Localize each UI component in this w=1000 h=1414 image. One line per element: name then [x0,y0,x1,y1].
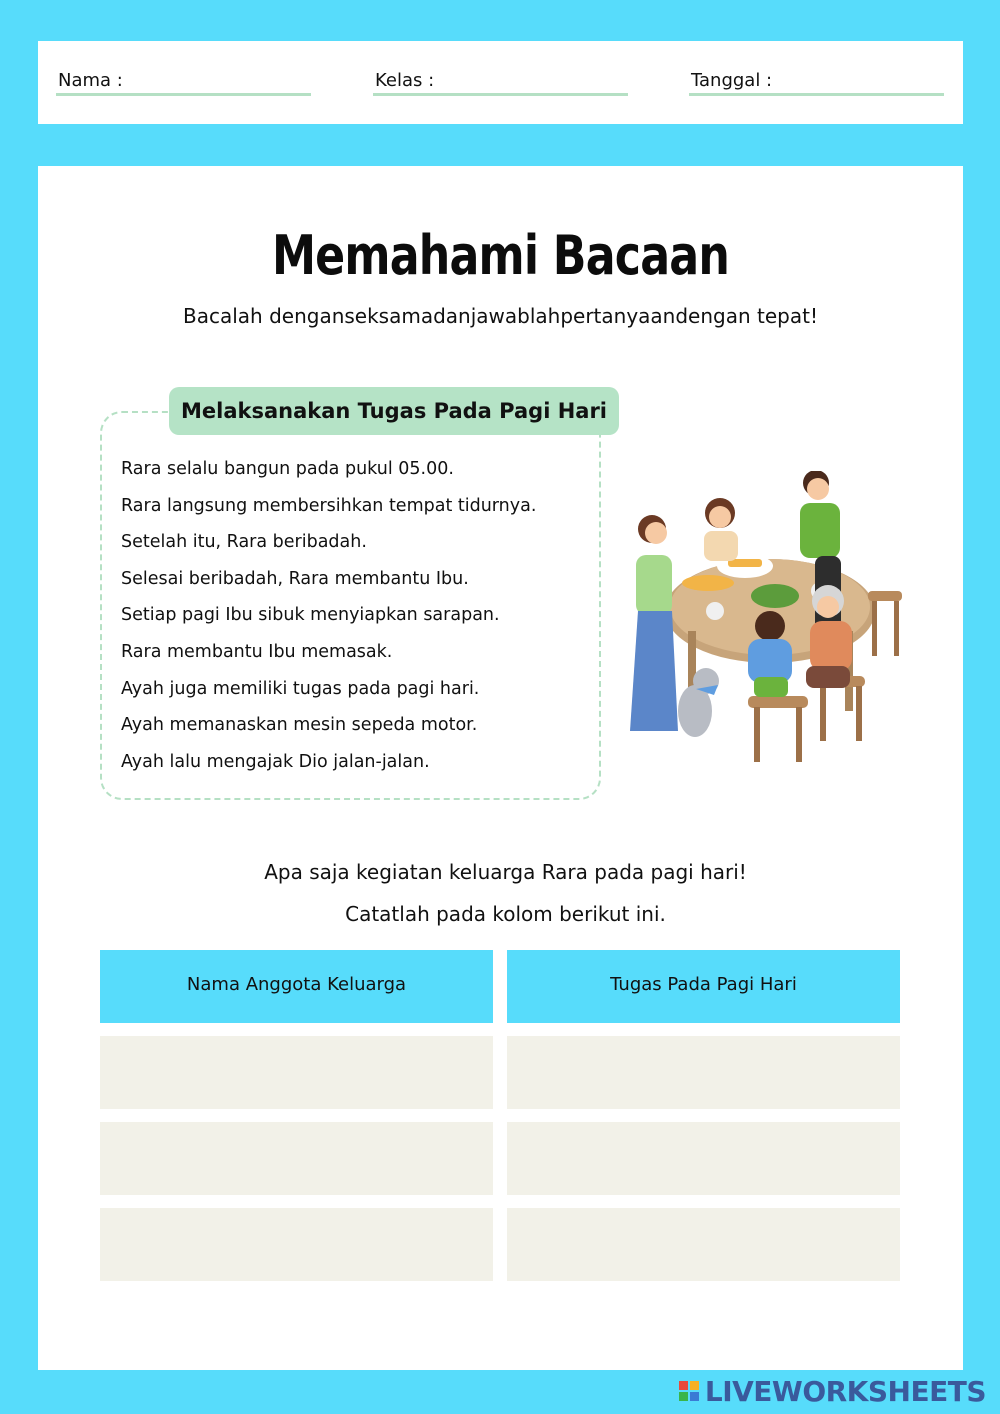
story-line: Setiap pagi Ibu sibuk menyiapkan sarapan. [121,605,500,626]
story-line: Ayah memanaskan mesin sepeda motor. [121,715,478,736]
column-header-morning-task: Tugas Pada Pagi Hari [507,950,900,1023]
story-line: Ayah lalu mengajak Dio jalan-jalan. [121,751,430,772]
story-line: Selesai beribadah, Rara membantu Ibu. [121,568,469,589]
family-breakfast-illustration [620,471,910,766]
answer-cell-task-2[interactable] [507,1122,900,1195]
name-label: Nama : [58,70,123,91]
liveworksheets-logo-icon [679,1381,699,1401]
date-field[interactable] [689,69,944,96]
question-text: Apa saja kegiatan keluarga Rara pada pagi hari! [264,860,747,884]
column-header-family-member: Nama Anggota Keluarga [100,950,493,1023]
story-line: Setelah itu, Rara beribadah. [121,532,367,553]
student-info-header [38,41,963,124]
answer-cell-task-1[interactable] [507,1036,900,1109]
story-text [121,456,536,785]
story-line: Rara membantu Ibu memasak. [121,641,393,662]
logo-text: LIVEWORKSHEETS [704,1374,986,1408]
worksheet-card [38,166,963,1370]
class-label: Kelas : [375,70,435,91]
story-line: Rara selalu bangun pada pukul 05.00. [121,459,454,479]
answer-cell-member-3[interactable] [100,1208,493,1281]
liveworksheets-logo[interactable] [679,1374,986,1408]
class-field[interactable] [373,69,628,96]
name-field[interactable] [56,69,311,96]
answer-cell-member-1[interactable] [100,1036,493,1109]
instruction-text: Bacalah denganseksamadanjawablahpertanyaandengan tepat! [183,304,818,328]
answer-cell-member-2[interactable] [100,1122,493,1195]
story-line: Rara langsung membersihkan tempat tidurnya. [121,495,537,516]
story-line: Ayah juga memiliki tugas pada pagi hari. [121,678,480,699]
date-label: Tanggal : [691,70,773,91]
page-title: Memahami Bacaan [271,224,730,287]
answer-cell-task-3[interactable] [507,1208,900,1281]
story-title: Melaksanakan Tugas Pada Pagi Hari [169,387,619,435]
question-instruction: Catatlah pada kolom berikut ini. [345,902,666,926]
